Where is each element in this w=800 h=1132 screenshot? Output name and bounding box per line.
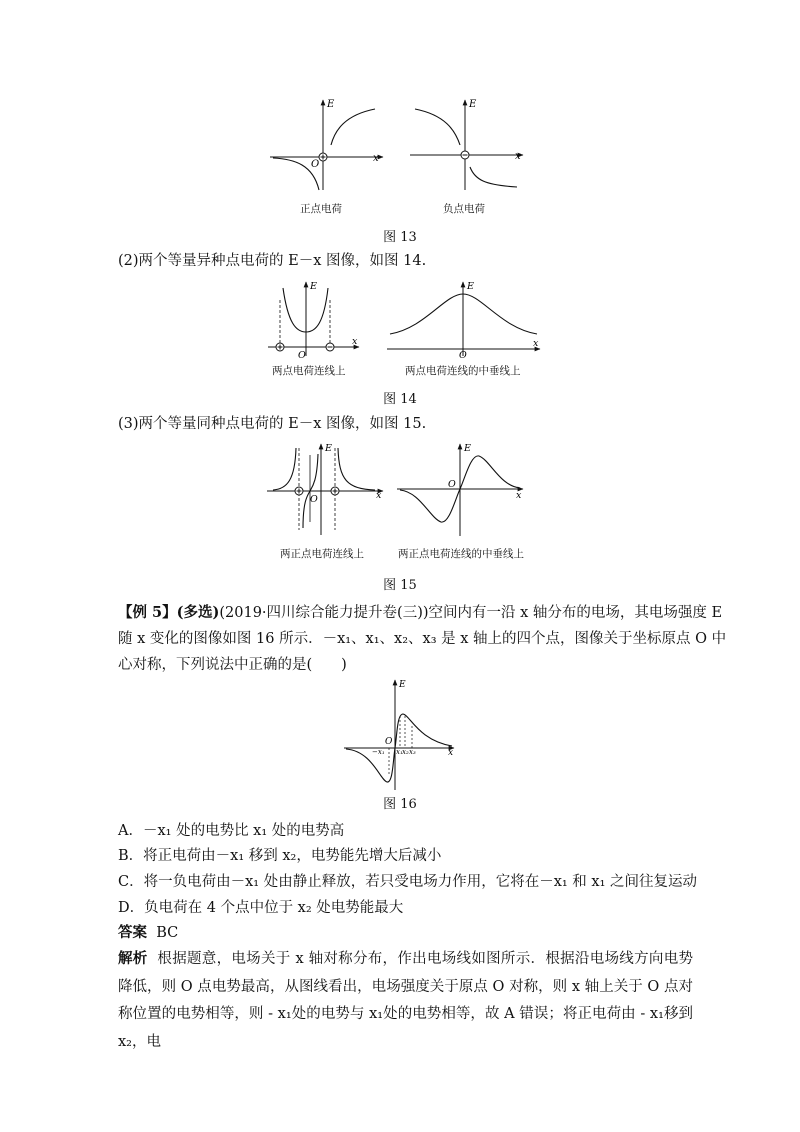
svg-text:x: x: [516, 490, 522, 501]
fig13-left-label: 正点电荷: [300, 203, 342, 215]
fig13-negative-graph: [405, 95, 530, 195]
example-multi: (多选): [176, 604, 220, 621]
example-line1: [118, 603, 722, 623]
fig14-left-label: 两点电荷连线上: [272, 365, 346, 377]
analysis-text: 根据题意，电场关于 x 轴对称分布，作出电场线如图所示．根据沿电场线方向电势降低，则 O 点电势最高，从图线看出，电场强度关于原点 O 对称，则 x 轴上关于 O 点对称位置的电势相等，则 - x₁处的电势与 x₁处的电势相等，故 A 错误；将正电荷由 - x₁移到 x₂，电: [118, 951, 693, 1050]
svg-text:x: x: [448, 748, 454, 758]
svg-text:O: O: [310, 494, 318, 505]
svg-text:E: E: [327, 99, 335, 110]
example-line1-text: (2019·四川综合能力提升卷(三))空间内有一沿 x 轴分布的电场，其电场强度 E: [219, 605, 723, 621]
svg-text:O: O: [448, 479, 456, 490]
svg-text:O: O: [459, 350, 467, 361]
svg-text:E: E: [399, 680, 406, 690]
fig16-graph: [342, 676, 460, 794]
fig14-line-graph: [266, 278, 366, 360]
svg-text:E: E: [325, 443, 332, 454]
svg-text:O: O: [311, 159, 320, 170]
svg-text:O: O: [385, 737, 393, 747]
para-2: (2)两个等量异种点电荷的 E－x 图像，如图 14.: [118, 253, 427, 269]
fig14-bisector-graph: [385, 278, 545, 360]
fig15-left-label: 两正点电荷连线上: [280, 548, 364, 560]
tick-x2: x₂: [402, 748, 409, 756]
fig15-right-label: 两正点电荷连线的中垂线上: [398, 548, 524, 560]
tick-x3: x₃: [409, 748, 416, 756]
example-line2: 随 x 变化的图像如图 16 所示．－x₁、x₁、x₂、x₃ 是 x 轴上的四个点，图像关于坐标原点 O 中: [118, 631, 727, 647]
svg-text:x: x: [515, 151, 521, 162]
svg-text:O: O: [298, 350, 306, 361]
svg-text:E: E: [469, 99, 477, 110]
example-line3: 心对称，下列说法中正确的是( ): [118, 657, 347, 673]
fig15-caption: 图 15: [383, 578, 417, 593]
fig16-caption: 图 16: [383, 797, 417, 812]
fig13-right-label: 负点电荷: [443, 203, 485, 215]
option-a: A．－x₁ 处的电势比 x₁ 处的电势高: [118, 823, 345, 839]
tick-neg-x1: −x₁: [372, 748, 385, 756]
svg-text:E: E: [310, 281, 317, 292]
option-d: D．负电荷在 4 个点中位于 x₂ 处电势能最大: [118, 900, 404, 916]
option-c: C．将一负电荷由－x₁ 处由静止释放，若只受电场力作用，它将在－x₁ 和 x₁ 之间往复运动: [118, 874, 697, 890]
svg-text:x: x: [373, 153, 379, 164]
svg-text:E: E: [467, 281, 474, 292]
svg-text:x: x: [533, 338, 539, 349]
answer-label: 答案: [118, 924, 147, 941]
answer-line: [118, 923, 178, 943]
example-tag: 【例 5】: [118, 604, 177, 621]
para-3: (3)两个等量同种点电荷的 E－x 图像，如图 15.: [118, 416, 427, 432]
svg-text:x: x: [376, 490, 382, 501]
fig14-right-label: 两点电荷连线的中垂线上: [405, 365, 521, 377]
analysis-label: 解析: [118, 950, 148, 967]
svg-text:x: x: [352, 336, 358, 347]
analysis-paragraph: [118, 945, 693, 1056]
answer-value: BC: [156, 925, 179, 941]
fig13-caption: 图 13: [383, 230, 417, 245]
fig15-bisector-graph: [395, 440, 530, 538]
option-b: B．将正电荷由－x₁ 移到 x₂，电势能先增大后减小: [118, 848, 442, 864]
fig13-positive-graph: [265, 95, 390, 195]
fig14-caption: 图 14: [383, 392, 417, 407]
fig15-line-graph: [265, 440, 390, 538]
svg-text:E: E: [464, 443, 471, 454]
tick-x1: x₁: [396, 748, 403, 756]
